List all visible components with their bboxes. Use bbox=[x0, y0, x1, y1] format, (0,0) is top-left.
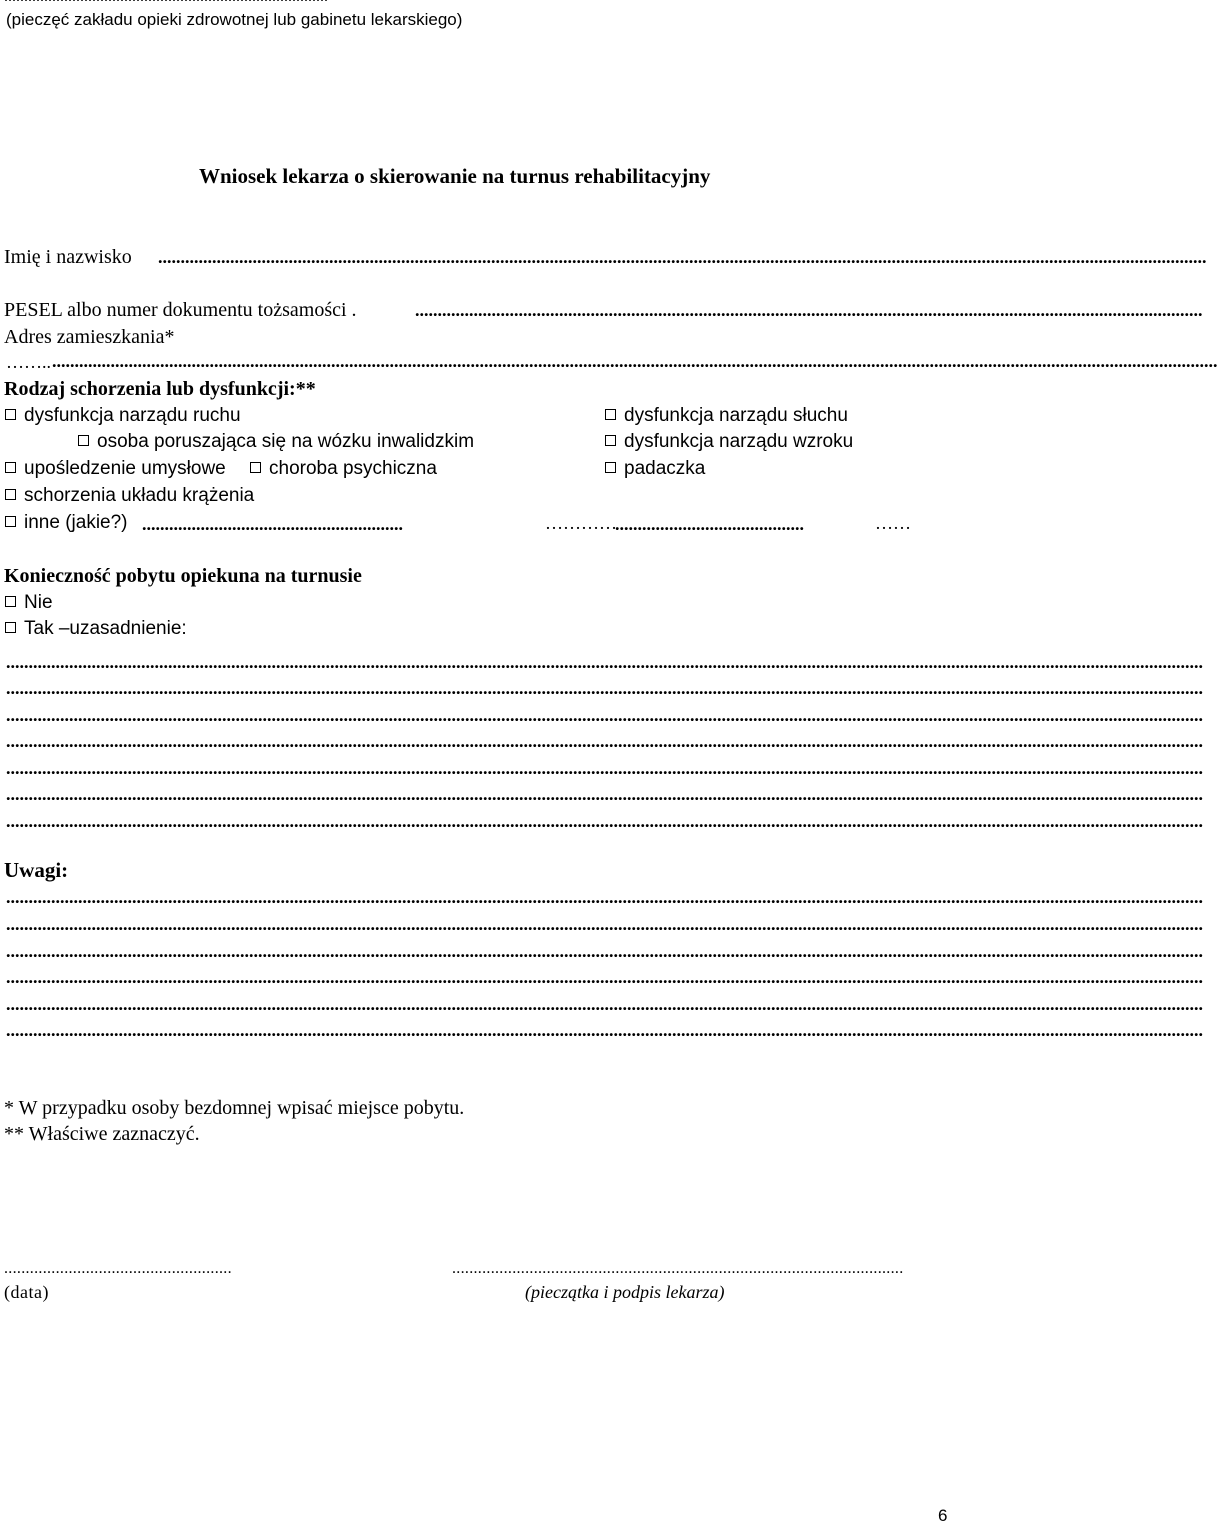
option-wheelchair[interactable] bbox=[78, 431, 474, 453]
option-motor-label: dysfunkcja narządu ruchu bbox=[24, 405, 241, 426]
option-epilepsy[interactable] bbox=[605, 458, 705, 480]
other-field-end[interactable]: …… bbox=[875, 513, 911, 533]
justification-line[interactable]: .......................................................................................................................................................................................................................................................................... bbox=[6, 678, 1203, 698]
option-epilepsy-label: padaczka bbox=[624, 458, 706, 479]
remarks-line[interactable]: .......................................................................................................................................................................................................................................................................... bbox=[6, 887, 1203, 907]
option-other[interactable] bbox=[5, 512, 128, 534]
remarks-heading: Uwagi: bbox=[4, 858, 69, 882]
checkbox-icon[interactable] bbox=[5, 516, 16, 527]
caregiver-yes[interactable] bbox=[5, 618, 187, 640]
checkbox-icon[interactable] bbox=[605, 409, 616, 420]
address-field[interactable]: ................................................................................................................................................................................................................................................................... bbox=[52, 351, 1218, 371]
option-motor[interactable] bbox=[5, 405, 241, 427]
justification-line[interactable]: .......................................................................................................................................................................................................................................................................... bbox=[6, 758, 1203, 778]
footnote-homeless: * W przypadku osoby bezdomnej wpisać miejsce pobytu. bbox=[4, 1097, 465, 1119]
option-hearing-label: dysfunkcja narządu słuchu bbox=[624, 405, 848, 426]
checkbox-icon[interactable] bbox=[5, 409, 16, 420]
caregiver-yes-label: Tak –uzasadnienie: bbox=[24, 618, 187, 639]
option-other-label: inne (jakie?) bbox=[24, 512, 128, 533]
option-wheelchair-label: osoba poruszająca się na wózku inwalidzkim bbox=[97, 431, 475, 452]
option-mental-illness-label: choroba psychiczna bbox=[269, 458, 437, 479]
remarks-line[interactable]: .......................................................................................................................................................................................................................................................................... bbox=[6, 914, 1203, 934]
checkbox-icon[interactable] bbox=[5, 462, 16, 473]
option-mental-illness[interactable] bbox=[250, 458, 437, 480]
caregiver-no-label: Nie bbox=[24, 592, 53, 613]
justification-line[interactable]: .......................................................................................................................................................................................................................................................................... bbox=[6, 652, 1203, 672]
date-caption: (data) bbox=[4, 1282, 49, 1302]
signature-caption: (pieczątka i podpis lekarza) bbox=[525, 1282, 725, 1302]
caregiver-heading: Konieczność pobytu opiekuna na turnusie bbox=[4, 565, 362, 587]
stamp-caption: (pieczęć zakładu opieki zdrowotnej lub gabinetu lekarskiego) bbox=[6, 10, 463, 29]
justification-line[interactable]: .......................................................................................................................................................................................................................................................................... bbox=[6, 705, 1203, 725]
justification-line[interactable]: .......................................................................................................................................................................................................................................................................... bbox=[6, 731, 1203, 751]
page-title: Wniosek lekarza o skierowanie na turnus rehabilitacyjny bbox=[199, 164, 711, 188]
other-field-mid[interactable]: ………… bbox=[545, 513, 617, 533]
address-field-leader[interactable]: …….. bbox=[6, 352, 51, 372]
other-field[interactable]: .......................................................... bbox=[142, 514, 403, 534]
footnote-mark: ** Właściwe zaznaczyć. bbox=[4, 1123, 200, 1145]
checkbox-icon[interactable] bbox=[5, 622, 16, 633]
other-field-2[interactable]: .......................................... bbox=[615, 514, 804, 534]
pesel-field[interactable]: ............................................................................................................................................................................... bbox=[415, 300, 1203, 320]
checkbox-icon[interactable] bbox=[5, 489, 16, 500]
checkbox-icon[interactable] bbox=[5, 596, 16, 607]
option-vision[interactable] bbox=[605, 431, 853, 453]
justification-line[interactable]: .......................................................................................................................................................................................................................................................................... bbox=[6, 811, 1203, 831]
option-circulatory[interactable] bbox=[5, 485, 254, 507]
signature-field[interactable]: ......................................................................................................... bbox=[452, 1260, 904, 1277]
checkbox-icon[interactable] bbox=[78, 435, 89, 446]
option-vision-label: dysfunkcja narządu wzroku bbox=[624, 431, 854, 452]
option-hearing[interactable] bbox=[605, 405, 848, 427]
remarks-line[interactable]: .......................................................................................................................................................................................................................................................................... bbox=[6, 1020, 1203, 1040]
caregiver-no[interactable] bbox=[5, 592, 53, 614]
name-field[interactable]: ......................................................................................................................................................................................................................................... bbox=[158, 247, 1207, 267]
remarks-line[interactable]: .......................................................................................................................................................................................................................................................................... bbox=[6, 994, 1203, 1014]
name-label: Imię i nazwisko bbox=[4, 246, 132, 268]
remarks-line[interactable]: .......................................................................................................................................................................................................................................................................... bbox=[6, 941, 1203, 961]
option-circulatory-label: schorzenia układu krążenia bbox=[24, 485, 255, 506]
address-label: Adres zamieszkania* bbox=[4, 326, 175, 348]
justification-line[interactable]: .......................................................................................................................................................................................................................................................................... bbox=[6, 784, 1203, 804]
checkbox-icon[interactable] bbox=[605, 435, 616, 446]
pesel-label: PESEL albo numer dokumentu tożsamości . bbox=[4, 299, 357, 321]
disease-heading: Rodzaj schorzenia lub dysfunkcji:** bbox=[4, 378, 316, 400]
option-mental-disability[interactable] bbox=[5, 458, 226, 480]
page-number: 6 bbox=[938, 1506, 948, 1525]
checkbox-icon[interactable] bbox=[605, 462, 616, 473]
checkbox-icon[interactable] bbox=[250, 462, 261, 473]
option-mental-disability-label: upośledzenie umysłowe bbox=[24, 458, 226, 479]
stamp-dots-line bbox=[4, 0, 328, 6]
remarks-line[interactable]: .......................................................................................................................................................................................................................................................................... bbox=[6, 967, 1203, 987]
date-field[interactable]: ..................................................... bbox=[4, 1260, 232, 1277]
